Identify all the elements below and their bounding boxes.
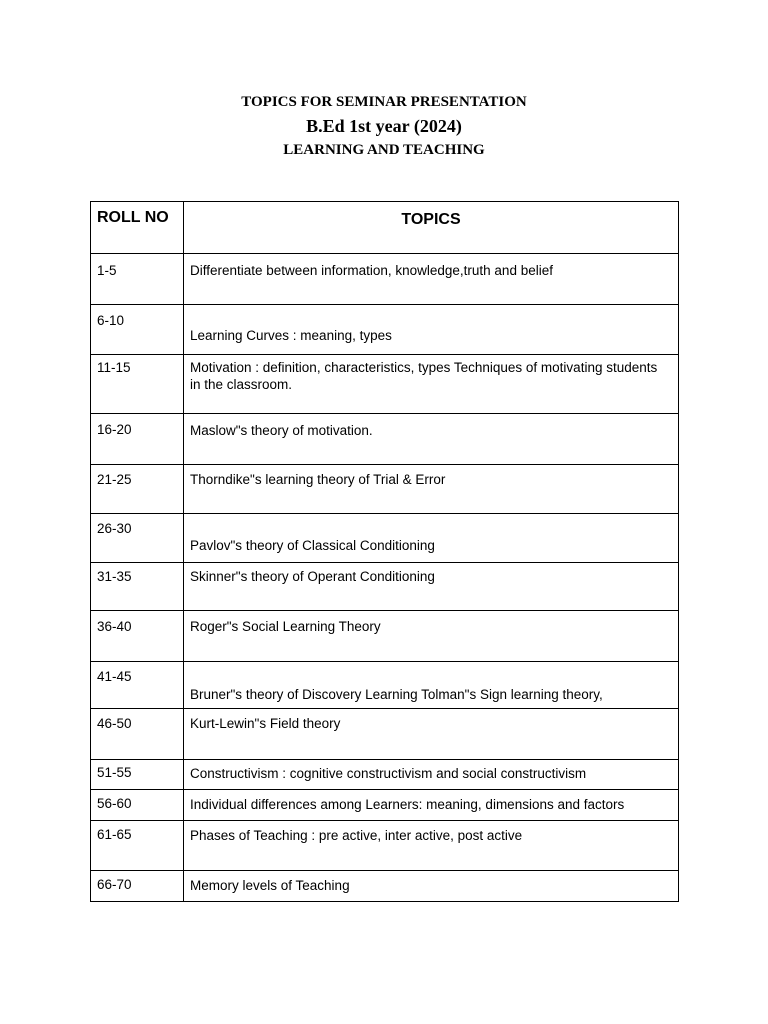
table-row [91, 709, 679, 760]
topic-text: Pavlov"s theory of Classical Conditioning [190, 538, 435, 553]
roll-range: 36-40 [97, 619, 132, 634]
roll-range: 31-35 [97, 569, 132, 584]
table-row [91, 254, 679, 305]
column-header-topics: TOPICS [401, 211, 461, 228]
roll-range: 6-10 [97, 313, 125, 328]
topic-text: Differentiate between information, knowledge,truth and belief [190, 263, 553, 278]
table-row [91, 760, 679, 790]
roll-range: 61-65 [97, 827, 132, 842]
topic-text: Bruner"s theory of Discovery Learning Tolman"s Sign learning theory, [190, 687, 603, 702]
table-row [91, 790, 679, 821]
topic-text: Phases of Teaching : pre active, inter active, post active [190, 828, 523, 843]
subject-title: LEARNING AND TEACHING [283, 142, 485, 158]
topic-text: Memory levels of Teaching [190, 878, 350, 893]
roll-range: 56-60 [97, 796, 132, 811]
topic-text: Constructivism : cognitive constructivism and social constructivism [190, 766, 587, 781]
topic-text: Roger"s Social Learning Theory [190, 619, 381, 634]
table-row [91, 662, 679, 709]
topic-text: Maslow"s theory of motivation. [190, 423, 373, 438]
roll-range: 41-45 [97, 669, 132, 684]
document-title: TOPICS FOR SEMINAR PRESENTATION [241, 94, 527, 110]
roll-range: 16-20 [97, 422, 132, 437]
table-row [91, 821, 679, 871]
table-row [91, 514, 679, 563]
topic-text: Kurt-Lewin"s Field theory [190, 716, 341, 731]
table-row [91, 871, 679, 902]
roll-range: 11-15 [97, 360, 131, 375]
column-header-roll-no: ROLL NO [97, 209, 169, 226]
roll-range: 51-55 [97, 765, 132, 780]
topic-text: Thorndike"s learning theory of Trial & Error [190, 472, 446, 487]
table-row [91, 611, 679, 662]
roll-range: 46-50 [97, 716, 132, 731]
roll-range: 66-70 [97, 877, 132, 892]
course-year: B.Ed 1st year (2024) [306, 116, 462, 136]
topic-text: Learning Curves : meaning, types [190, 328, 392, 343]
table-row [91, 305, 679, 355]
roll-range: 21-25 [97, 472, 132, 487]
table-row [91, 563, 679, 611]
table-row [91, 355, 679, 414]
seminar-topics-table [90, 201, 679, 902]
topic-text: Individual differences among Learners: meaning, dimensions and factors [190, 797, 625, 812]
table-row [91, 465, 679, 514]
table-row [91, 414, 679, 465]
topic-text: Motivation : definition, characteristics, types Techniques of motivating students in the classroom. [190, 360, 658, 392]
roll-range: 1-5 [97, 263, 117, 278]
table-header-row [91, 202, 679, 254]
topic-text: Skinner"s theory of Operant Conditioning [190, 569, 435, 584]
roll-range: 26-30 [97, 521, 132, 536]
